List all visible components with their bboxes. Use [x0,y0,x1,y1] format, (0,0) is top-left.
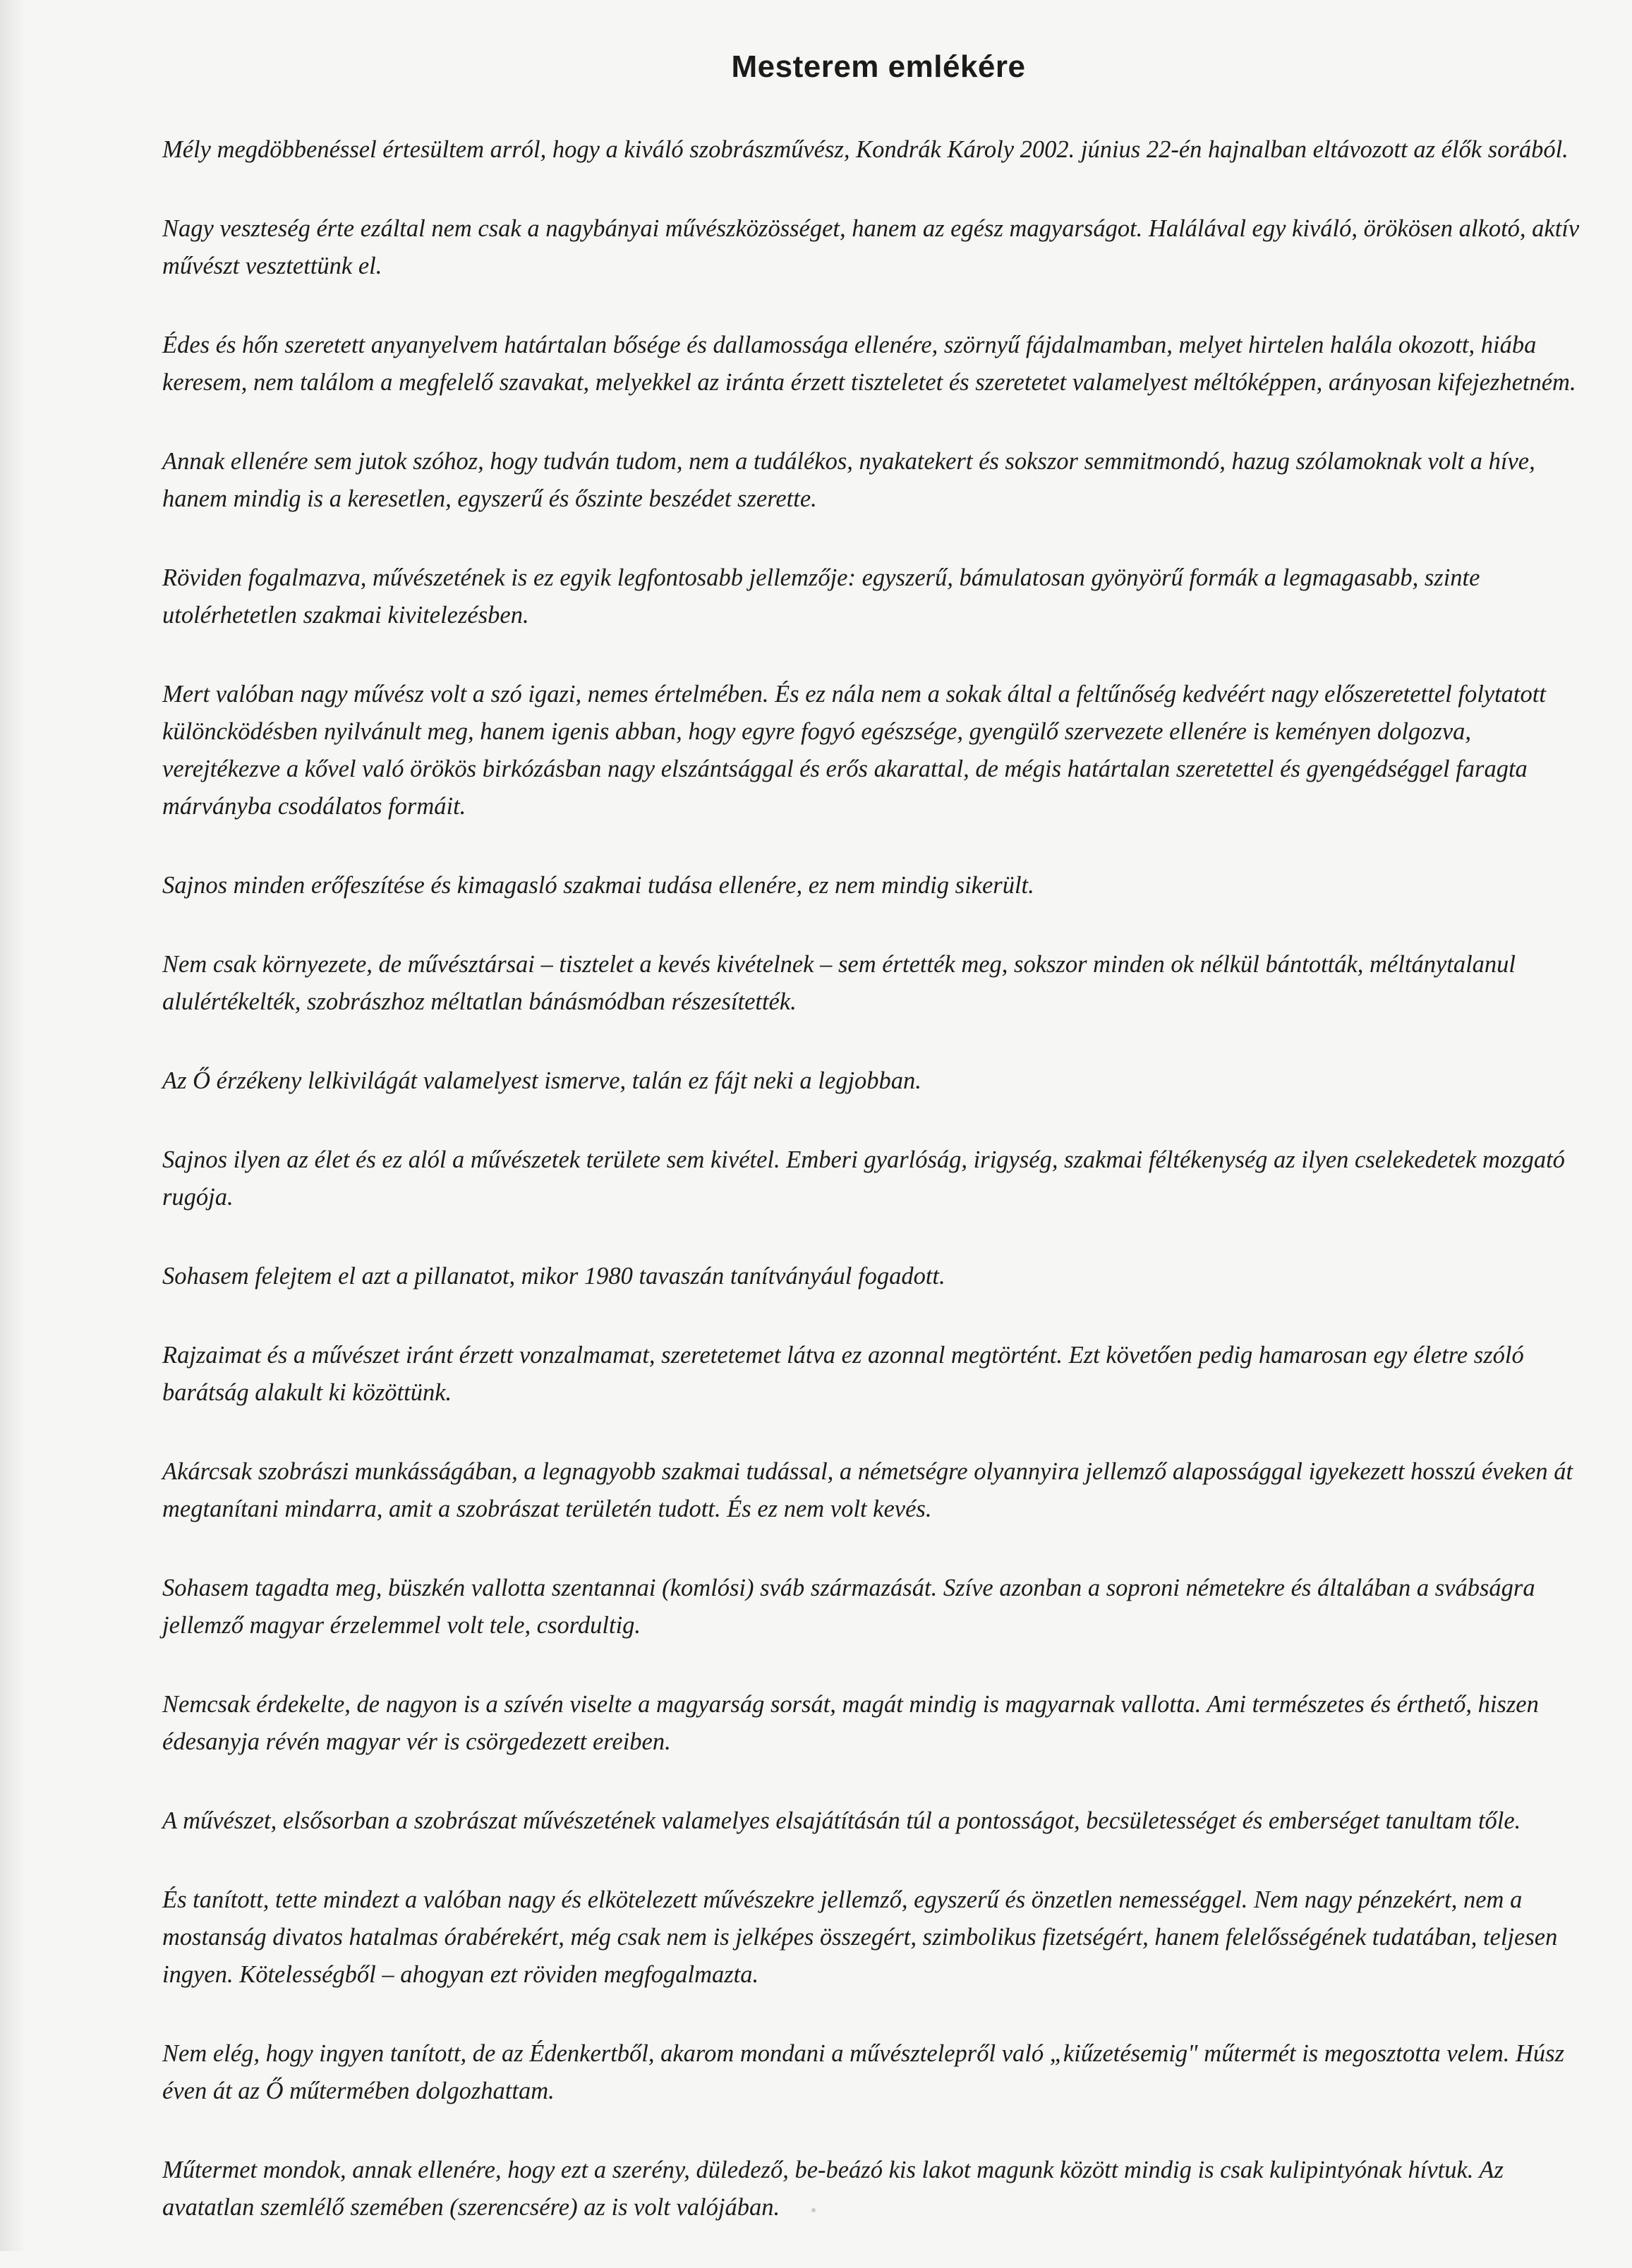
paragraph-10: Sajnos ilyen az élet és ez alól a művészetek területe sem kivétel. Emberi gyarlóság, irigység, szakmai féltékenység az ilyen cselekedetek mozgató rugója. [162,1146,1565,1211]
paragraph-6: Mert valóban nagy művész volt a szó igazi, nemes értelmében. És ez nála nem a sokak által a feltűnőség kedvéért nagy előszeretettel folytatott különcködésben nyilvánult meg, hanem igenis abban, hogy egyre fogyó egészsége, gyengülő szervezete ellenére is keményen dolgozva, verejtékezve a kővel való örökös birkózásban nagy elszántsággal és erős akarattal, de mégis határtalan szeretettel és gyengédséggel faragta márványba csodálatos formáit. [162,681,1546,820]
paragraph-14: Sohasem tagadta meg, büszkén vallotta szentannai (komlósi) sváb származását. Szíve azonban a soproni németekre és általában a svábságra jellemző magyar érzelemmel volt tele, csordultig. [162,1575,1535,1639]
paragraph-3: Édes és hőn szeretett anyanyelvem határtalan bősége és dallamossága ellenére, szörnyű fájdalmamban, melyet hirtelen halála okozott, hiába keresem, nem találom a megfelelő szavakat, melyekkel az iránta érzett tiszteletet és szeretetet valamelyest méltóképpen, arányosan kifejezhetném. [162,332,1576,396]
paragraph-11: Sohasem felejtem el azt a pillanatot, mikor 1980 tavaszán tanítványául fogadott. [162,1263,945,1290]
document-page [162,49,1595,2268]
paragraph-16: A művészet, elsősorban a szobrászat művészetének valamelyes elsajátításán túl a pontosságot, becsületességet és emberséget tanultam tőle. [162,1807,1521,1834]
paragraph-15: Nemcsak érdekelte, de nagyon is a szívén viselte a magyarság sorsát, magát mindig is magyarnak vallotta. Ami természetes és érthető, hiszen édesanyja révén magyar vér is csörgedezett ereiben. [162,1691,1539,1755]
paragraph-13: Akárcsak szobrászi munkásságában, a legnagyobb szakmai tudással, a németségre olyannyira jellemző alapossággal igyekezett hosszú éveken át megtanítani mindarra, amit a szobrászat területén tudott. És ez nem volt kevés. [162,1458,1573,1522]
paragraph-18: Nem elég, hogy ingyen tanított, de az Édenkertből, akarom mondani a művésztelepről való „kiűzetésemig" műtermét is megosztotta velem. Húsz éven át az Ő műtermében dolgozhattam. [162,2040,1565,2104]
paragraph-9: Az Ő érzékeny lelkivilágát valamelyest ismerve, talán ez fájt neki a legjobban. [162,1067,921,1094]
scan-speck [811,2208,816,2212]
document-title: Mesterem emlékére [731,49,1026,84]
paragraph-5: Röviden fogalmazva, művészetének is ez egyik legfontosabb jellemzője: egyszerű, bámulatosan gyönyörű formák a legmagasabb, szinte utolérhetetlen szakmai kivitelezésben. [162,564,1480,629]
paragraph-12: Rajzaimat és a művészet iránt érzett vonzalmamat, szeretetemet látva ez azonnal megtörtént. Ezt követően pedig hamarosan egy életre szóló barátság alakult ki közöttünk. [162,1342,1524,1406]
paragraph-2: Nagy veszteség érte ezáltal nem csak a nagybányai művészközösséget, hanem az egész magyarságot. Halálával egy kiváló, örökösen alkotó, aktív művészt vesztettünk el. [162,215,1580,279]
paragraph-19: Műtermet mondok, annak ellenére, hogy ezt a szerény, düledező, be-beázó kis lakot magunk között mindig is csak kulipintyónak hívtuk. Az avatatlan szemlélő szemében (szerencsére) az is volt valójában. [162,2157,1504,2221]
paragraph-17: És tanított, tette mindezt a valóban nagy és elkötelezett művészekre jellemző, egyszerű és önzetlen nemességgel. Nem nagy pénzekért, nem a mostanság divatos hatalmas órabérekért, még csak nem is jelképes összegért, szimbolikus fizetségért, hanem felelősségének tudatában, teljesen ingyen. Kötelességből – ahogyan ezt röviden megfogalmazta. [162,1886,1558,1988]
paragraph-8: Nem csak környezete, de művésztársai – tisztelet a kevés kivételnek – sem értették meg, sokszor minden ok nélkül bántották, méltánytalanul alulértékelték, szobrászhoz méltatlan bánásmódban részesítették. [162,951,1516,1015]
paragraph-7: Sajnos minden erőfeszítése és kimagasló szakmai tudása ellenére, ez nem mindig sikerült. [162,872,1034,899]
paragraph-1: Mély megdöbbenéssel értesültem arról, hogy a kiváló szobrászművész, Kondrák Károly 2002. június 22-én hajnalban eltávozott az élők sorából. [162,136,1568,163]
scan-shadow-edge [0,0,25,2251]
paragraph-4: Annak ellenére sem jutok szóhoz, hogy tudván tudom, nem a tudálékos, nyakatekert és sokszor semmitmondó, hazug szólamoknak volt a híve, hanem mindig is a keresetlen, egyszerű és őszinte beszédet szerette. [162,448,1535,512]
